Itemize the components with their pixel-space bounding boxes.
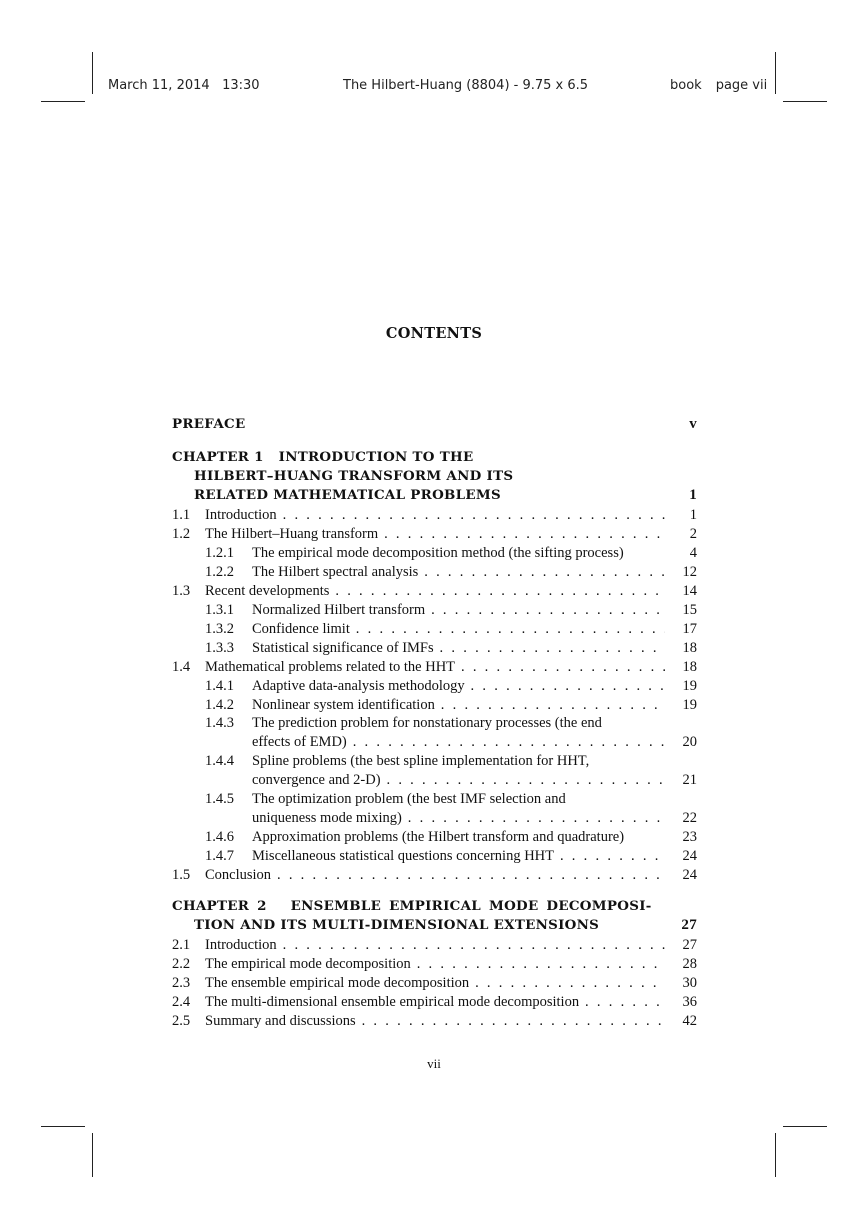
crop-mark <box>41 1126 85 1127</box>
toc-entry[interactable] <box>172 866 697 885</box>
section-page: 36 <box>682 994 697 1010</box>
toc-entry[interactable] <box>172 714 697 733</box>
header-time: 13:30 <box>222 78 260 93</box>
toc-chapter-2-heading[interactable] <box>172 897 697 916</box>
section-title: Conclusion . . . <box>205 866 665 885</box>
toc-entry[interactable] <box>172 696 697 715</box>
section-number: 1.2 <box>172 526 191 542</box>
preface-page: v <box>689 416 697 432</box>
toc-chapter-1-heading[interactable] <box>172 448 697 467</box>
toc-entry[interactable] <box>172 658 697 677</box>
toc-entry[interactable] <box>172 847 697 866</box>
section-number: 1.5 <box>172 867 191 883</box>
crop-mark <box>775 1133 776 1177</box>
toc-entry[interactable] <box>172 525 697 544</box>
chapter-1-title-line1: CHAPTER 1 INTRODUCTION TO THE <box>172 449 474 465</box>
preface-label: PREFACE <box>172 416 246 432</box>
crop-mark <box>775 52 776 94</box>
section-number: 2.1 <box>172 937 191 953</box>
section-page: 17 <box>682 621 697 637</box>
section-number: 1.3.3 <box>205 640 234 656</box>
section-page: 30 <box>682 975 697 991</box>
section-page: 20 <box>682 734 697 750</box>
crop-mark <box>783 101 827 102</box>
section-number: 1.4.5 <box>205 791 234 807</box>
section-title: The Hilbert–Huang transform . . . <box>205 525 665 544</box>
section-title: Approximation problems (the Hilbert transform and quadrature) <box>252 829 625 845</box>
section-title: Recent developments . . . <box>205 582 665 601</box>
section-page: 24 <box>682 867 697 883</box>
toc-entry-continued[interactable] <box>172 771 697 790</box>
section-page: 27 <box>682 937 697 953</box>
toc-entry[interactable] <box>172 620 697 639</box>
section-title: Summary and discussions . . . <box>205 1012 665 1031</box>
toc-entry[interactable] <box>172 601 697 620</box>
section-title: Nonlinear system identification . . . <box>252 696 665 715</box>
section-number: 1.4.4 <box>205 753 234 769</box>
section-page: 14 <box>682 583 697 599</box>
toc-entry[interactable] <box>172 677 697 696</box>
chapter-2-title-line1: CHAPTER 2 ENSEMBLE EMPIRICAL MODE DECOMPOSI- <box>172 898 652 914</box>
section-page: 18 <box>682 640 697 656</box>
section-title: Mathematical problems related to the HHT . . . <box>205 658 665 677</box>
section-page: 28 <box>682 956 697 972</box>
section-page: 12 <box>682 564 697 580</box>
toc-entry-continued[interactable] <box>172 809 697 828</box>
page-number: vii <box>427 1056 441 1071</box>
section-number: 2.2 <box>172 956 191 972</box>
section-number: 1.3.2 <box>205 621 234 637</box>
section-title: The Hilbert spectral analysis . . . <box>252 563 665 582</box>
section-page: 4 <box>689 545 697 561</box>
section-page: 15 <box>682 602 697 618</box>
section-number: 1.3 <box>172 583 191 599</box>
header-datetime <box>108 78 260 93</box>
toc-entry[interactable] <box>172 974 697 993</box>
toc-entry[interactable] <box>172 563 697 582</box>
section-number: 2.5 <box>172 1013 191 1029</box>
toc-entry[interactable] <box>172 790 697 809</box>
toc-entry[interactable] <box>172 506 697 525</box>
section-title: Adaptive data-analysis methodology . . . <box>252 677 665 696</box>
toc-entry[interactable] <box>172 752 697 771</box>
chapter-2-page: 27 <box>681 917 697 933</box>
toc-entry[interactable] <box>172 993 697 1012</box>
toc-entry[interactable] <box>172 582 697 601</box>
chapter-2-title-line2: TION AND ITS MULTI-DIMENSIONAL EXTENSIONS <box>194 917 600 933</box>
section-title: The prediction problem for nonstationary processes (the end <box>252 715 602 731</box>
toc-entry[interactable] <box>172 544 697 563</box>
section-title-continued: uniqueness mode mixing) . . . <box>252 809 665 828</box>
section-title: The empirical mode decomposition . . . <box>205 955 665 974</box>
header-book-label: book <box>670 78 702 93</box>
section-number: 2.4 <box>172 994 191 1010</box>
toc-entry[interactable] <box>172 955 697 974</box>
section-page: 21 <box>682 772 697 788</box>
section-title-continued: effects of EMD) . . . <box>252 733 665 752</box>
toc-preface[interactable] <box>172 415 697 434</box>
crop-mark <box>92 52 93 94</box>
section-number: 1.2.1 <box>205 545 234 561</box>
header-date: March 11, 2014 <box>108 78 210 93</box>
section-number: 1.4.2 <box>205 697 234 713</box>
section-number: 1.2.2 <box>205 564 234 580</box>
section-page: 19 <box>682 697 697 713</box>
section-title: Introduction . . . <box>205 936 665 955</box>
toc-entry[interactable] <box>172 639 697 658</box>
section-title: The ensemble empirical mode decomposition . . . <box>205 974 665 993</box>
chapter-1-title-line3: RELATED MATHEMATICAL PROBLEMS <box>194 487 501 503</box>
toc-entry[interactable] <box>172 1012 697 1031</box>
toc-entry[interactable] <box>172 936 697 955</box>
section-title: Normalized Hilbert transform . . . <box>252 601 665 620</box>
section-title: Spline problems (the best spline implementation for HHT, <box>252 753 590 769</box>
section-page: 42 <box>682 1013 697 1029</box>
crop-mark <box>783 1126 827 1127</box>
page-title: CONTENTS <box>385 325 483 342</box>
header-page-label: page vii <box>715 78 768 93</box>
section-title-continued: convergence and 2-D) . . . <box>252 771 665 790</box>
crop-mark <box>92 1133 93 1177</box>
toc-entry-continued[interactable] <box>172 733 697 752</box>
section-page: 18 <box>682 659 697 675</box>
section-title: The optimization problem (the best IMF selection and <box>252 791 566 807</box>
section-title: Confidence limit . . . <box>252 620 665 639</box>
section-number: 1.4.3 <box>205 715 234 731</box>
section-number: 2.3 <box>172 975 191 991</box>
section-number: 1.4 <box>172 659 191 675</box>
section-page: 22 <box>682 810 697 826</box>
section-title: The empirical mode decomposition method (the sifting process) <box>252 545 624 561</box>
section-page: 1 <box>689 507 697 523</box>
section-number: 1.3.1 <box>205 602 234 618</box>
section-page: 2 <box>689 526 697 542</box>
section-number: 1.4.7 <box>205 848 234 864</box>
section-page: 23 <box>682 829 697 845</box>
section-page: 24 <box>682 848 697 864</box>
section-title: Introduction . . . <box>205 506 665 525</box>
section-number: 1.4.1 <box>205 678 234 694</box>
section-title: Miscellaneous statistical questions concerning HHT . . . <box>252 847 665 866</box>
section-title: The multi-dimensional ensemble empirical mode decomposition . . . <box>205 993 665 1012</box>
section-number: 1.4.6 <box>205 829 234 845</box>
toc-entry[interactable] <box>172 828 697 847</box>
section-title: Statistical significance of IMFs . . . <box>252 639 665 658</box>
section-page: 19 <box>682 678 697 694</box>
chapter-1-page: 1 <box>689 487 697 503</box>
header-page-info <box>670 78 767 93</box>
section-number: 1.1 <box>172 507 191 523</box>
header-book-title: The Hilbert-Huang (8804) - 9.75 x 6.5 <box>343 78 589 93</box>
crop-mark <box>41 101 85 102</box>
chapter-1-title-line2: HILBERT–HUANG TRANSFORM AND ITS <box>194 468 514 484</box>
